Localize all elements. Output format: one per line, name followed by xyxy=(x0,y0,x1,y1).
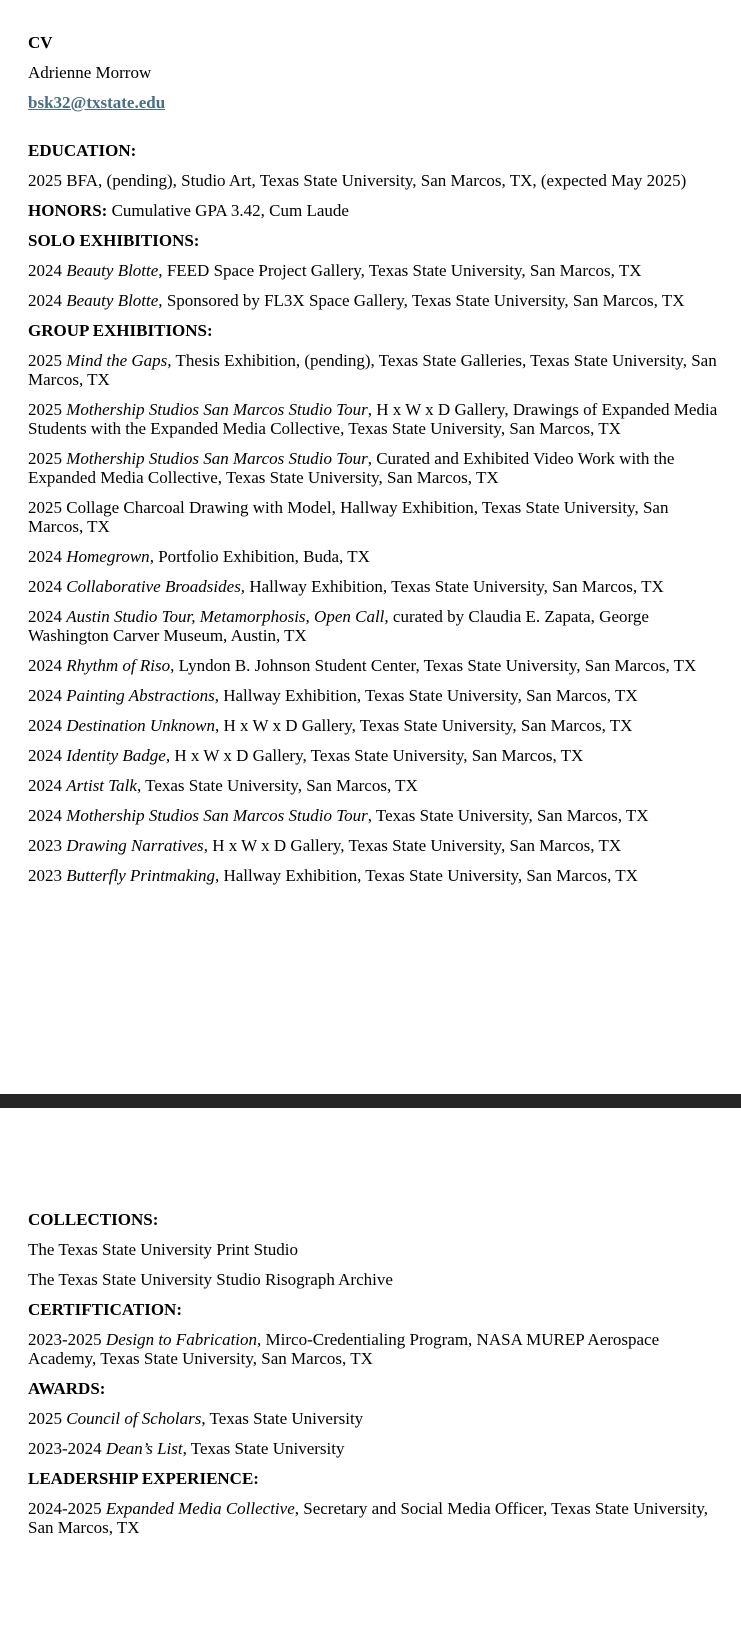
entry-text: 2025 xyxy=(28,400,67,419)
list-item xyxy=(28,1330,718,1368)
list-item xyxy=(28,449,718,487)
honors-text: Cumulative GPA 3.42, Cum Laude xyxy=(107,201,349,220)
entry-text: 2025 Collage Charcoal Drawing with Model, Hallway Exhibition, Texas State University, San Marcos, TX xyxy=(28,498,669,536)
entry-text: , H x W x D Gallery, Texas State University, San Marcos, TX xyxy=(165,746,584,765)
entry-text: 2023-2025 xyxy=(28,1330,106,1349)
list-item xyxy=(28,686,718,705)
entry-title: Mothership Studios San Marcos Studio Tour xyxy=(66,806,368,825)
list-item xyxy=(28,607,718,645)
list-item xyxy=(28,577,718,596)
author-name: Adrienne Morrow xyxy=(28,63,152,82)
entry-text: 2023 xyxy=(28,836,67,855)
entry-text: 2024 xyxy=(28,806,67,825)
entry-title: Mind the Gaps, xyxy=(66,351,172,370)
entry-text: 2025 xyxy=(28,449,67,468)
list-item xyxy=(28,1439,718,1458)
entry-text: , Texas State University xyxy=(182,1439,345,1458)
honors-entry xyxy=(28,201,718,220)
solo-exhibitions-list xyxy=(28,261,718,310)
entry-text: , Lyndon B. Johnson Student Center, Texas State University, San Marcos, TX xyxy=(170,656,697,675)
entry-text: Sponsored by FL3X Space Gallery, Texas State University, San Marcos, TX xyxy=(162,291,685,310)
entry-text: 2025 xyxy=(28,351,67,370)
entry-text: , H x W x D Gallery, Drawings of Expanded Media Students with the Expanded Media Collective, Texas State University, San Marcos, TX xyxy=(28,400,718,438)
solo-exhibitions-heading: SOLO EXHIBITIONS: xyxy=(28,231,200,250)
group-exhibitions-heading: GROUP EXHIBITIONS: xyxy=(28,321,213,340)
entry-title: Drawing Narratives xyxy=(66,836,204,855)
entry-text: 2024 xyxy=(28,656,67,675)
leadership-heading: LEADERSHIP EXPERIENCE: xyxy=(28,1469,259,1488)
list-item xyxy=(28,776,718,795)
entry-text: , Texas State University, San Marcos, TX xyxy=(136,776,418,795)
entry-text: curated by Claudia E. Zapata, George Washington Carver Museum, Austin, TX xyxy=(28,607,649,645)
list-item xyxy=(28,1499,718,1537)
awards-list xyxy=(28,1409,718,1458)
entry-text: 2024 xyxy=(28,686,67,705)
entry-title: Artist Talk xyxy=(66,776,137,795)
entry-title: Dean’s List xyxy=(105,1439,183,1458)
cv-page-2 xyxy=(28,1210,718,1548)
entry-text: FEED Space Project Gallery, Texas State University, San Marcos, TX xyxy=(162,261,642,280)
list-item xyxy=(28,746,718,765)
entry-text: 2024 xyxy=(28,547,67,566)
entry-text: 2023-2024 xyxy=(28,1439,106,1458)
certification-heading: CERTIFTICATION: xyxy=(28,1300,182,1319)
entry-text: , Hallway Exhibition, Texas State University, San Marcos, TX xyxy=(214,866,638,885)
entry-text: , Curated and Exhibited Video Work with the Expanded Media Collective, Texas State University, San Marcos, TX xyxy=(28,449,675,487)
entry-text: , Mirco-Credentialing Program, NASA MUREP Aerospace Academy, Texas State University, San Marcos, TX xyxy=(28,1330,660,1368)
education-entry: 2025 BFA, (pending), Studio Art, Texas State University, San Marcos, TX, (expected May 2025) xyxy=(28,171,687,190)
cv-title: CV xyxy=(28,33,53,52)
entry-title: Expanded Media Collective xyxy=(105,1499,295,1518)
collection-item: The Texas State University Studio Risograph Archive xyxy=(28,1270,393,1289)
entry-title: Collaborative Broadsides, xyxy=(66,577,246,596)
entry-text: , H x W x D Gallery, Texas State University, San Marcos, TX xyxy=(203,836,622,855)
entry-title: Identity Badge xyxy=(66,746,166,765)
entry-title: Mothership Studios San Marcos Studio Tour xyxy=(66,449,368,468)
entry-title: Homegrown xyxy=(66,547,150,566)
awards-heading: AWARDS: xyxy=(28,1379,106,1398)
list-item xyxy=(28,836,718,855)
entry-text: , Portfolio Exhibition, Buda, TX xyxy=(149,547,370,566)
entry-text: 2024 xyxy=(28,716,67,735)
entry-text: Hallway Exhibition, Texas State University, San Marcos, TX xyxy=(245,577,664,596)
honors-label: HONORS: xyxy=(28,201,108,220)
entry-text: 2024-2025 xyxy=(28,1499,106,1518)
entry-title: Mothership Studios San Marcos Studio Tour xyxy=(66,400,368,419)
entry-text: 2024 xyxy=(28,776,67,795)
leadership-list xyxy=(28,1499,718,1537)
list-item xyxy=(28,1409,718,1428)
entry-title: Painting Abstractions, xyxy=(66,686,219,705)
entry-text: , Texas State University, San Marcos, TX xyxy=(367,806,649,825)
page-divider xyxy=(0,1094,741,1108)
entry-text: , H x W x D Gallery, Texas State University, San Marcos, TX xyxy=(215,716,633,735)
entry-text: 2024 xyxy=(28,607,67,626)
list-item xyxy=(28,400,718,438)
entry-text: , Secretary and Social Media Officer, Texas State University, San Marcos, TX xyxy=(28,1499,708,1537)
entry-text: 2025 xyxy=(28,1409,67,1428)
list-item xyxy=(28,547,718,566)
collections-heading: COLLECTIONS: xyxy=(28,1210,159,1229)
entry-title: Austin Studio Tour, Metamorphosis, Open Call, xyxy=(66,607,389,626)
list-item xyxy=(28,261,718,280)
entry-text: 2024 xyxy=(28,261,67,280)
list-item xyxy=(28,291,718,310)
list-item xyxy=(28,866,718,885)
entry-title: Design to Fabrication xyxy=(105,1330,258,1349)
email-link[interactable]: bsk32@txstate.edu xyxy=(28,93,166,112)
certification-list xyxy=(28,1330,718,1368)
group-exhibitions-list xyxy=(28,351,718,885)
entry-text: Thesis Exhibition, (pending), Texas State Galleries, Texas State University, San Marcos, TX xyxy=(28,351,717,389)
entry-text: , Texas State University xyxy=(201,1409,364,1428)
entry-title: Beauty Blotte, xyxy=(66,261,163,280)
list-item xyxy=(28,716,718,735)
entry-title: Butterfly Printmaking xyxy=(66,866,215,885)
list-item xyxy=(28,351,718,389)
entry-text: 2024 xyxy=(28,746,67,765)
collection-item: The Texas State University Print Studio xyxy=(28,1240,298,1259)
entry-text: 2024 xyxy=(28,291,67,310)
entry-title: Destination Unknown xyxy=(66,716,215,735)
entry-title: Beauty Blotte, xyxy=(66,291,163,310)
education-heading: EDUCATION: xyxy=(28,141,137,160)
entry-text: 2024 xyxy=(28,577,67,596)
entry-text: 2023 xyxy=(28,866,67,885)
entry-title: Council of Scholars xyxy=(66,1409,202,1428)
list-item xyxy=(28,806,718,825)
list-item xyxy=(28,498,718,536)
entry-title: Rhythm of Riso xyxy=(66,656,171,675)
list-item xyxy=(28,656,718,675)
entry-text: Hallway Exhibition, Texas State University, San Marcos, TX xyxy=(218,686,638,705)
cv-page-1 xyxy=(28,33,718,896)
